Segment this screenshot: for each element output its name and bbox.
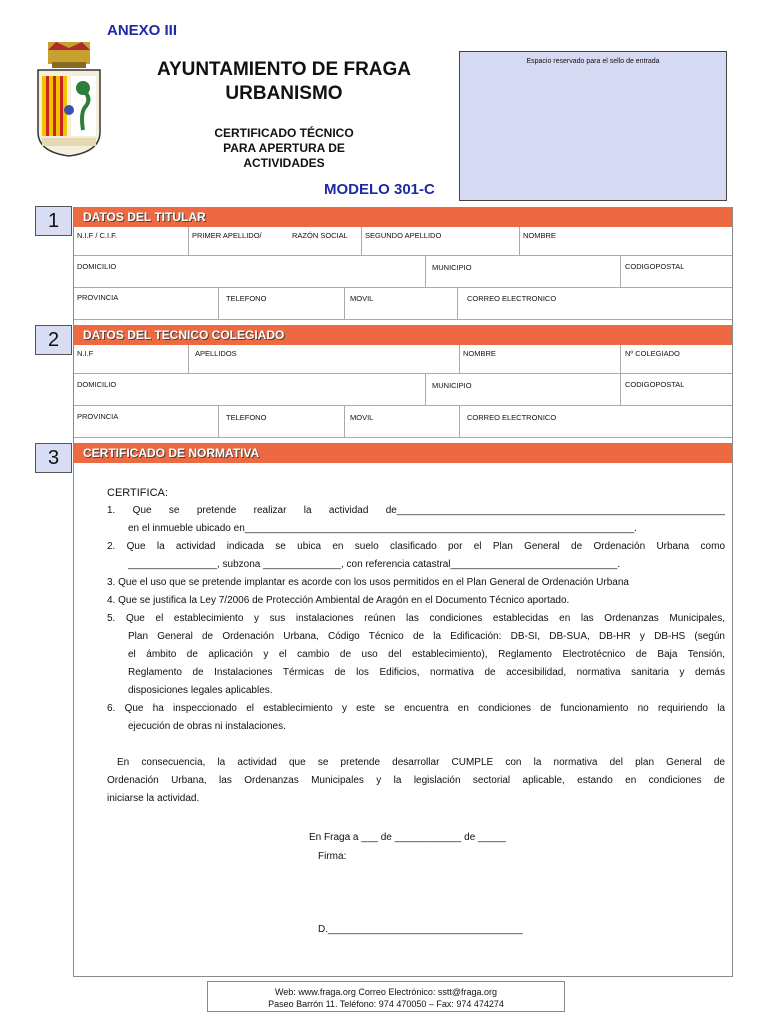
divider [218,405,219,437]
holder-postcode-field[interactable]: CODIGOPOSTAL [625,262,685,271]
item-4: 4. Que se justifica la Ley 7/2006 de Protección Ambiental de Aragón en el Documento Técnico aportado. [107,595,570,606]
model-number: MODELO 301-C [324,181,435,198]
section-3-header [74,443,732,463]
footer-web-email: Web: www.fraga.org Correo Electrónico: sstt@fraga.org [274,987,498,997]
date-line[interactable]: En Fraga a ___ de ____________ de _____ [309,832,506,843]
municipality-title [130,58,438,106]
annex-label: ANEXO III [107,22,178,39]
divider [74,405,732,406]
holder-phone-field[interactable]: TELEFONO [226,294,267,303]
tech-college-number-field[interactable]: Nº COLEGIADO [625,349,680,358]
footer-address-phone: Paseo Barrón 11. Teléfono: 974 470050 – Fax: 974 474274 [268,999,504,1009]
holder-province-field[interactable]: PROVINCIA [77,293,119,302]
divider [425,373,426,405]
divider [361,227,362,255]
footer-contact [207,981,565,1012]
certificate-title [180,126,388,171]
tech-province-field[interactable]: PROVINCIA [77,412,119,421]
municipality-line2: URBANISMO [225,83,343,104]
tech-nif-field[interactable]: N.I.F [77,349,94,358]
item-2-line1: 2. Que la actividad indicada se ubica en suelo clasificado por el Plan General de Ordenación Urbana como [107,541,725,552]
holder-address-field[interactable]: DOMICILIO [77,262,117,271]
holder-town-field[interactable]: MUNICIPIO [432,263,472,272]
divider [459,345,460,373]
item-6-line2: ejecución de obras ni instalaciones. [128,721,286,732]
divider [620,373,621,405]
divider [218,287,219,319]
item-6-line1: 6. Que ha inspeccionado el establecimiento y este se encuentra en condiciones de funcionamiento no requiriendo la [107,703,725,714]
divider [74,319,732,320]
conclusion-line3: iniciarse la actividad. [107,793,200,804]
item-1-line2: en el inmueble ubicado en______________________________________________________________________. [128,523,637,534]
section-3-number: 3 [35,443,72,473]
holder-email-field[interactable]: CORREO ELECTRONICO [467,294,557,303]
conclusion-line2: Ordenación Urbana, las Ordenanzas Municipales y la legislación sectorial aplicable, estando en condiciones de [107,775,725,786]
divider [344,405,345,437]
section-1-header [74,207,732,227]
item-5-line3: el ámbito de aplicación y el cambio de uso del establecimiento), Reglamento Electrotécnico de Baja Tensión, [128,649,725,660]
divider [74,255,732,256]
municipality-line1: AYUNTAMIENTO DE FRAGA [156,59,412,80]
holder-company-field[interactable]: RAZÓN SOCIAL [292,231,348,240]
section-1-title: DATOS DEL TITULAR [83,210,206,224]
section-2-title: DATOS DEL TECNICO COLEGIADO [83,328,285,342]
divider [74,373,732,374]
item-5-line1: 5. Que el establecimiento y sus instalaciones reúnen las condiciones establecidas en las Ordenanzas Municipales, [107,613,725,624]
holder-surname1-field[interactable]: PRIMER APELLIDO/ [192,231,262,240]
holder-nif-field[interactable]: N.I.F / C.I.F. [77,231,118,240]
cert-title-line3: ACTIVIDADES [243,156,325,170]
item-5-line4: Reglamento de Instalaciones Térmicas de los Edificios, normativa de accesibilidad, normativa sanitaria y demás [128,667,725,678]
tech-mobile-field[interactable]: MOVIL [350,413,374,422]
tech-address-field[interactable]: DOMICILIO [77,380,117,389]
divider [188,345,189,373]
divider [459,405,460,437]
divider [519,227,520,255]
divider [620,345,621,373]
item-2-line2: ________________, subzona ______________, con referencia catastral______________________________. [128,559,621,570]
item-5-line5: disposiciones legales aplicables. [128,685,273,696]
holder-mobile-field[interactable]: MOVIL [350,294,374,303]
entry-stamp-box [459,51,727,201]
signatory-name-line[interactable]: D.___________________________________ [318,924,523,935]
section-1-number: 1 [35,206,72,236]
section-3-title: CERTIFICADO DE NORMATIVA [83,446,260,460]
holder-surname2-field[interactable]: SEGUNDO APELLIDO [365,231,442,240]
conclusion-line1: En consecuencia, la actividad que se pretende desarrollar CUMPLE con la normativa del plan General de [117,757,725,768]
certifies-heading: CERTIFICA: [107,487,168,499]
divider [74,287,732,288]
tech-phone-field[interactable]: TELEFONO [226,413,267,422]
divider [74,437,732,438]
tech-email-field[interactable]: CORREO ELECTRONICO [467,413,557,422]
divider [620,255,621,287]
item-5-line2: Plan General de Ordenación Urbana, Código Técnico de la Edificación: DB-SI, DB-SUA, DB-HR y DB-HS (según [128,631,725,642]
divider [425,255,426,287]
section-2-number: 2 [35,325,72,355]
divider [188,227,189,255]
tech-name-field[interactable]: NOMBRE [463,349,496,358]
cert-title-line2: PARA APERTURA DE [223,141,345,155]
cert-title-line1: CERTIFICADO TÉCNICO [214,126,354,140]
holder-name-field[interactable]: NOMBRE [523,231,556,240]
coat-of-arms-icon [34,40,104,158]
signature-label: Firma: [318,851,347,862]
section-2-header [74,325,732,345]
tech-postcode-field[interactable]: CODIGOPOSTAL [625,380,685,389]
divider [344,287,345,319]
item-3: 3. Que el uso que se pretende implantar es acorde con los usos permitidos en el Plan General de Ordenación Urbana [107,577,629,588]
tech-surnames-field[interactable]: APELLIDOS [195,349,237,358]
item-1-line1: 1. Que se pretende realizar la actividad de___________________________________________________________ [107,505,725,516]
regulation-certificate-body [107,484,725,808]
stamp-note: Espacio reservado para el sello de entrada [526,58,660,65]
divider [457,287,458,319]
tech-town-field[interactable]: MUNICIPIO [432,381,472,390]
